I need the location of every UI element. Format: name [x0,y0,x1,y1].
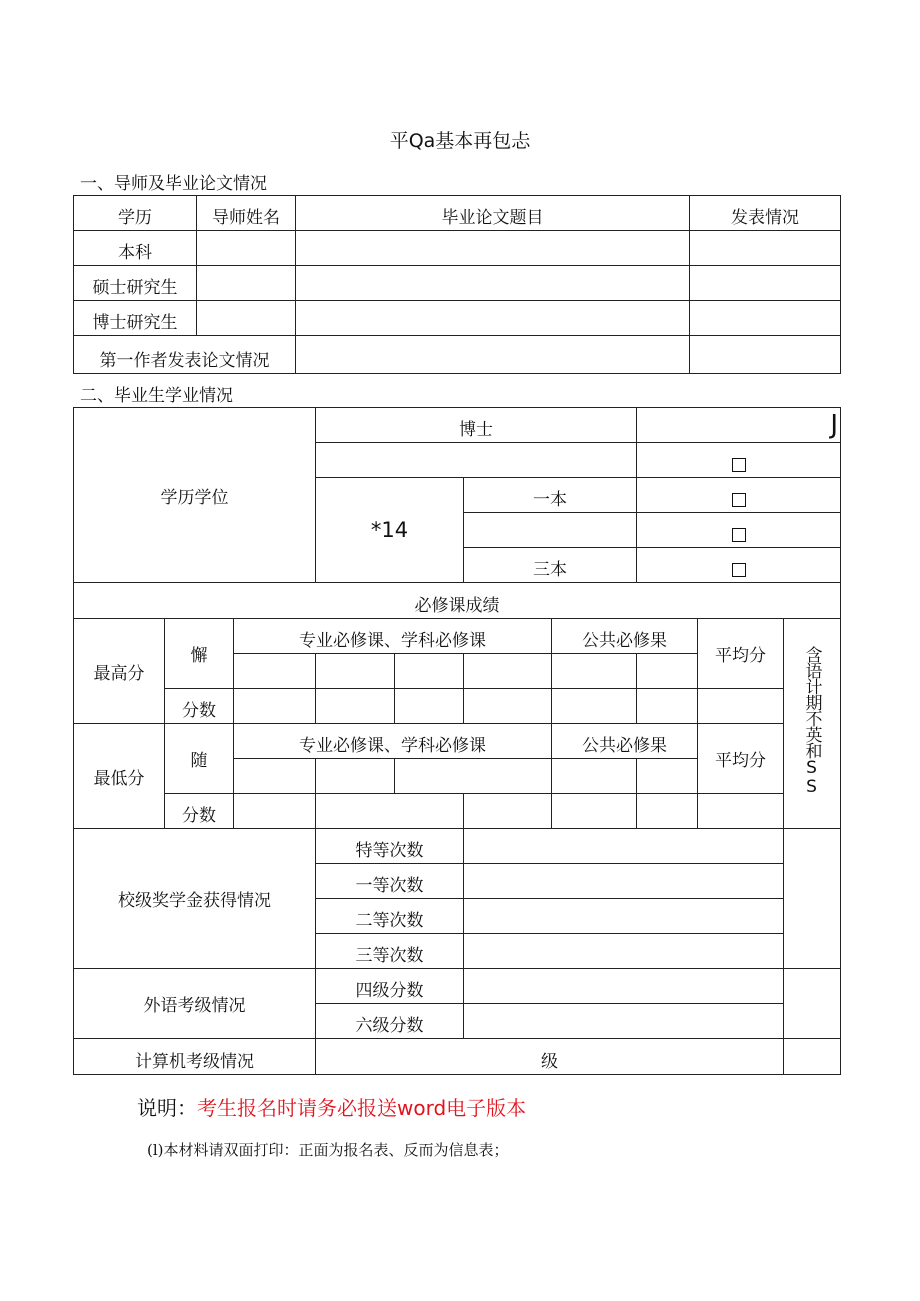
first-author-label: 第一作者发表论文情况 [74,336,296,374]
course-name-cell[interactable] [234,654,316,689]
bachelor-label: *14 [316,478,464,583]
score-cell[interactable] [234,689,316,724]
score-cell[interactable] [637,794,698,829]
score-cell[interactable] [552,794,637,829]
highest-score-label: 最高分 [74,619,165,724]
checkbox[interactable] [732,493,746,507]
row-label-master: 硕士研究生 [74,266,197,301]
note [137,1092,526,1121]
section2-heading: 二、毕业生学业情况 [80,386,233,406]
score-cell[interactable] [637,689,698,724]
cet6-cell[interactable] [464,1004,784,1039]
first-author-publication-cell[interactable] [690,336,841,374]
section1-heading: 一、导师及毕业论文情况 [80,174,267,194]
course-name-cell[interactable] [234,759,316,794]
side-note [784,619,841,829]
tier-3-label: 三本 [464,548,637,583]
scholarship-second: 二等次数 [316,899,464,934]
course-label-high: 懈 [165,619,234,689]
checkbox[interactable] [732,528,746,542]
language-label: 外语考级情况 [74,969,316,1039]
score-cell[interactable] [316,689,395,724]
computer-label: 计算机考级情况 [74,1039,316,1075]
academic-table [73,407,841,1075]
header-thesis-title: 毕业论文题目 [296,196,690,231]
advisor-cell[interactable] [197,266,296,301]
advisor-cell[interactable] [197,231,296,266]
doctor-label: 博士 [316,408,637,443]
average-label: 平均分 [698,724,784,794]
scholarship-cell[interactable] [464,829,784,864]
course-label-low: 随 [165,724,234,794]
side-note-text: 含语计期不英和SS [801,646,822,796]
header-publication: 发表情况 [690,196,841,231]
language-side-cell [784,969,841,1039]
score-cell[interactable] [464,689,552,724]
score-cell[interactable] [316,794,464,829]
public-courses-header: 公共必修果 [552,619,698,654]
scholarship-third: 三等次数 [316,934,464,969]
publication-cell[interactable] [690,301,841,336]
course-name-cell[interactable] [637,759,698,794]
checkbox[interactable] [732,458,746,472]
average-cell[interactable] [698,689,784,724]
header-advisor: 导师姓名 [197,196,296,231]
master-checkbox-cell[interactable] [637,443,841,478]
scholarship-side-cell [784,829,841,969]
scholarship-cell[interactable] [464,934,784,969]
public-courses-header: 公共必修果 [552,724,698,759]
course-name-cell[interactable] [316,654,395,689]
row-label-doctor: 博士研究生 [74,301,197,336]
average-cell[interactable] [698,794,784,829]
tier-2-checkbox-cell[interactable] [637,513,841,548]
note-line-1: (l)本材料请双面打印：正面为报名表、反而为信息表； [147,1141,509,1159]
cet4-cell[interactable] [464,969,784,1004]
cet4-label: 四级分数 [316,969,464,1004]
course-name-cell[interactable] [552,654,637,689]
tier-1-checkbox-cell[interactable] [637,478,841,513]
scholarship-cell[interactable] [464,899,784,934]
advisor-thesis-table [73,195,841,374]
computer-level: 级 [316,1039,784,1075]
score-label: 分数 [165,794,234,829]
tier-1-label: 一本 [464,478,637,513]
note-label: 说明： [137,1096,197,1120]
thesis-cell[interactable] [296,231,690,266]
header-degree: 学历 [74,196,197,231]
cet6-label: 六级分数 [316,1004,464,1039]
advisor-cell[interactable] [197,301,296,336]
course-name-cell[interactable] [464,654,552,689]
note-red-text: 考生报名时请务必报送word电子版本 [197,1096,527,1120]
course-name-cell[interactable] [316,759,395,794]
course-name-cell[interactable] [395,654,464,689]
major-courses-header: 专业必修课、学科必修课 [234,619,552,654]
score-cell[interactable] [395,689,464,724]
scholarship-label: 校级奖学金获得情况 [74,829,316,969]
publication-cell[interactable] [690,266,841,301]
scholarship-special: 特等次数 [316,829,464,864]
doctor-mark: J [637,408,841,443]
first-author-cell[interactable] [296,336,690,374]
tier-2-cell [464,513,637,548]
score-cell[interactable] [234,794,316,829]
thesis-cell[interactable] [296,301,690,336]
checkbox[interactable] [732,563,746,577]
scholarship-first: 一等次数 [316,864,464,899]
scholarship-cell[interactable] [464,864,784,899]
computer-side-cell [784,1039,841,1075]
major-courses-header: 专业必修课、学科必修课 [234,724,552,759]
lowest-score-label: 最低分 [74,724,165,829]
average-label: 平均分 [698,619,784,689]
tier-3-checkbox-cell[interactable] [637,548,841,583]
score-cell[interactable] [552,689,637,724]
course-name-cell[interactable] [552,759,637,794]
course-name-cell[interactable] [395,759,552,794]
master-cell [316,443,637,478]
thesis-cell[interactable] [296,266,690,301]
page-title: 平Qa基本再包忐 [389,130,531,152]
score-cell[interactable] [464,794,552,829]
score-label: 分数 [165,689,234,724]
course-name-cell[interactable] [637,654,698,689]
publication-cell[interactable] [690,231,841,266]
row-label-bachelor: 本科 [74,231,197,266]
degree-label: 学历学位 [74,408,316,583]
required-courses-header: 必修课成绩 [74,583,841,619]
